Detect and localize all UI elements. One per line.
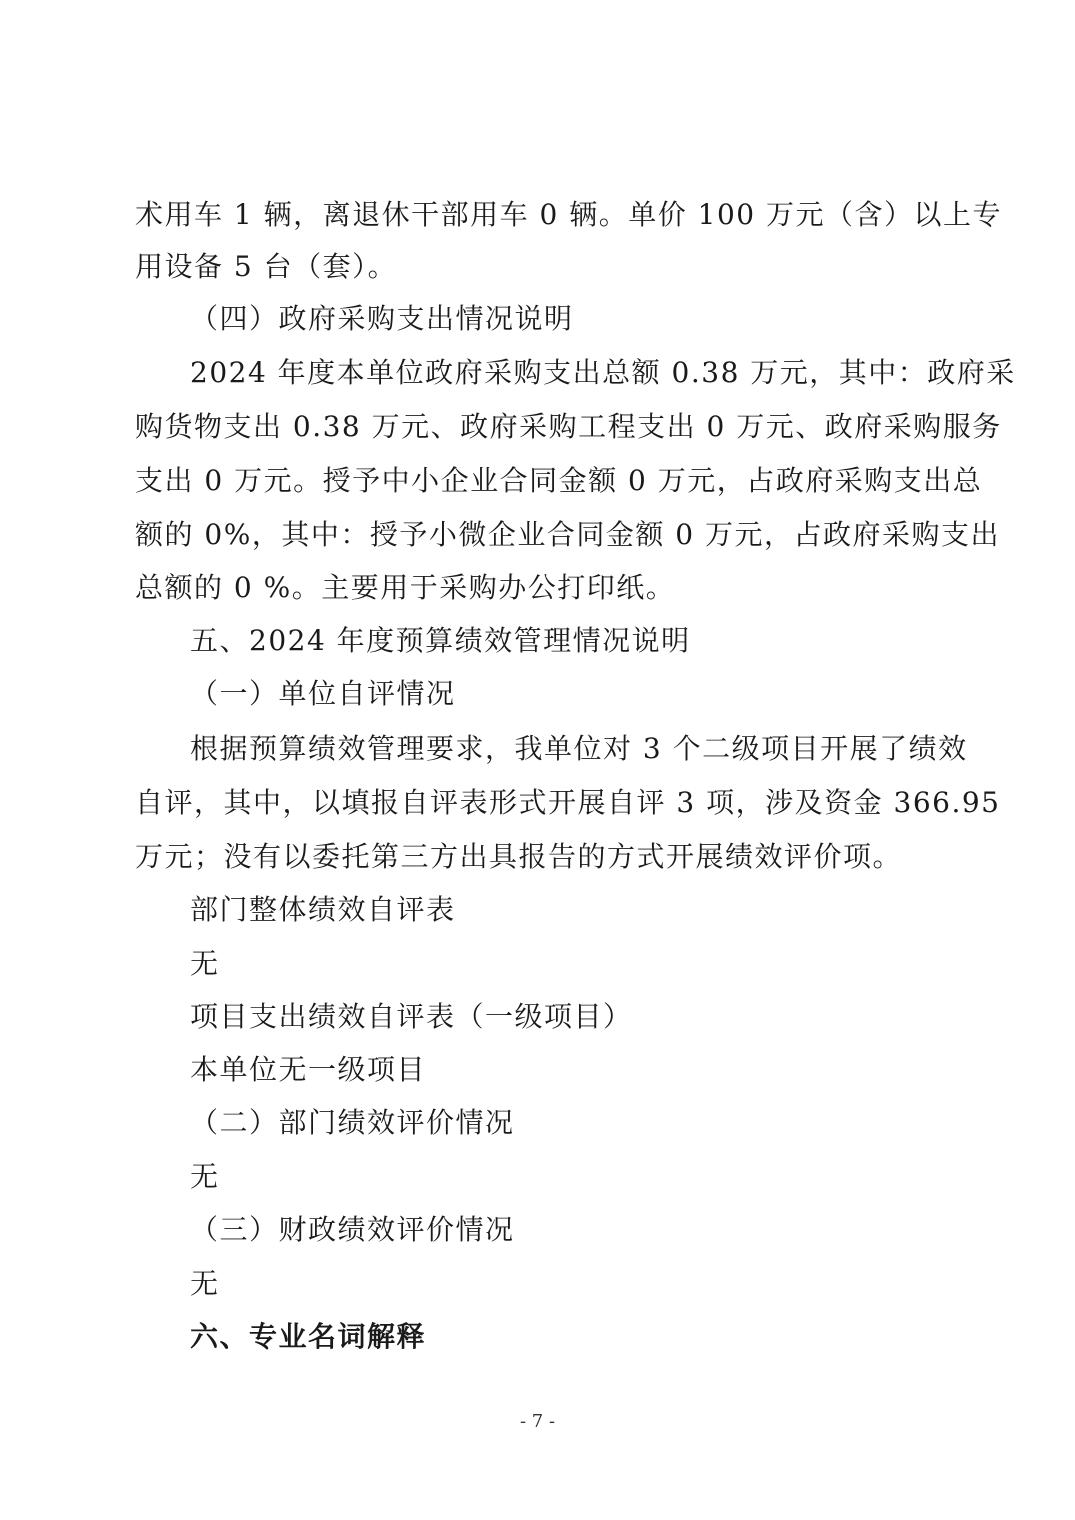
text-line-procurement-1: 2024 年度本单位政府采购支出总额 0.38 万元，其中：政府采 xyxy=(190,356,1016,389)
label-dept-overall-table: 部门整体绩效自评表 xyxy=(190,893,456,926)
section-heading-five: 五、2024 年度预算绩效管理情况说明 xyxy=(190,624,691,657)
text-none-2: 无 xyxy=(190,1160,220,1193)
text-line-procurement-3: 支出 0 万元。授予中小企业合同金额 0 万元，占政府采购支出总 xyxy=(135,464,983,497)
text-line-self-eval-2: 自评，其中，以填报自评表形式开展自评 3 项，涉及资金 366.95 xyxy=(135,786,1001,819)
text-line-equipment: 用设备 5 台（套）。 xyxy=(135,250,398,283)
subheading-dept-evaluation: （二）部门绩效评价情况 xyxy=(190,1106,515,1139)
text-line-procurement-4: 额的 0%，其中：授予小微企业合同金额 0 万元，占政府采购支出 xyxy=(135,518,1000,551)
text-line-self-eval-3: 万元；没有以委托第三方出具报告的方式开展绩效评价项。 xyxy=(135,840,903,873)
text-line-vehicles: 术用车 1 辆，离退休干部用车 0 辆。单价 100 万元（含）以上专 xyxy=(135,198,1002,231)
section-heading-six: 六、专业名词解释 xyxy=(190,1320,427,1353)
subheading-self-evaluation: （一）单位自评情况 xyxy=(190,677,456,710)
subheading-finance-evaluation: （三）财政绩效评价情况 xyxy=(190,1213,515,1246)
text-line-procurement-2: 购货物支出 0.38 万元、政府采购工程支出 0 万元、政府采购服务 xyxy=(135,410,1002,443)
subheading-procurement: （四）政府采购支出情况说明 xyxy=(190,302,574,335)
text-no-first-level: 本单位无一级项目 xyxy=(190,1053,427,1086)
text-none-3: 无 xyxy=(190,1267,220,1300)
text-none-1: 无 xyxy=(190,947,220,980)
text-line-self-eval-1: 根据预算绩效管理要求，我单位对 3 个二级项目开展了绩效 xyxy=(190,732,968,765)
page-number: - 7 - xyxy=(519,1411,556,1432)
text-line-procurement-5: 总额的 0 %。主要用于采购办公打印纸。 xyxy=(135,571,676,604)
label-project-table: 项目支出绩效自评表（一级项目） xyxy=(190,1000,633,1033)
